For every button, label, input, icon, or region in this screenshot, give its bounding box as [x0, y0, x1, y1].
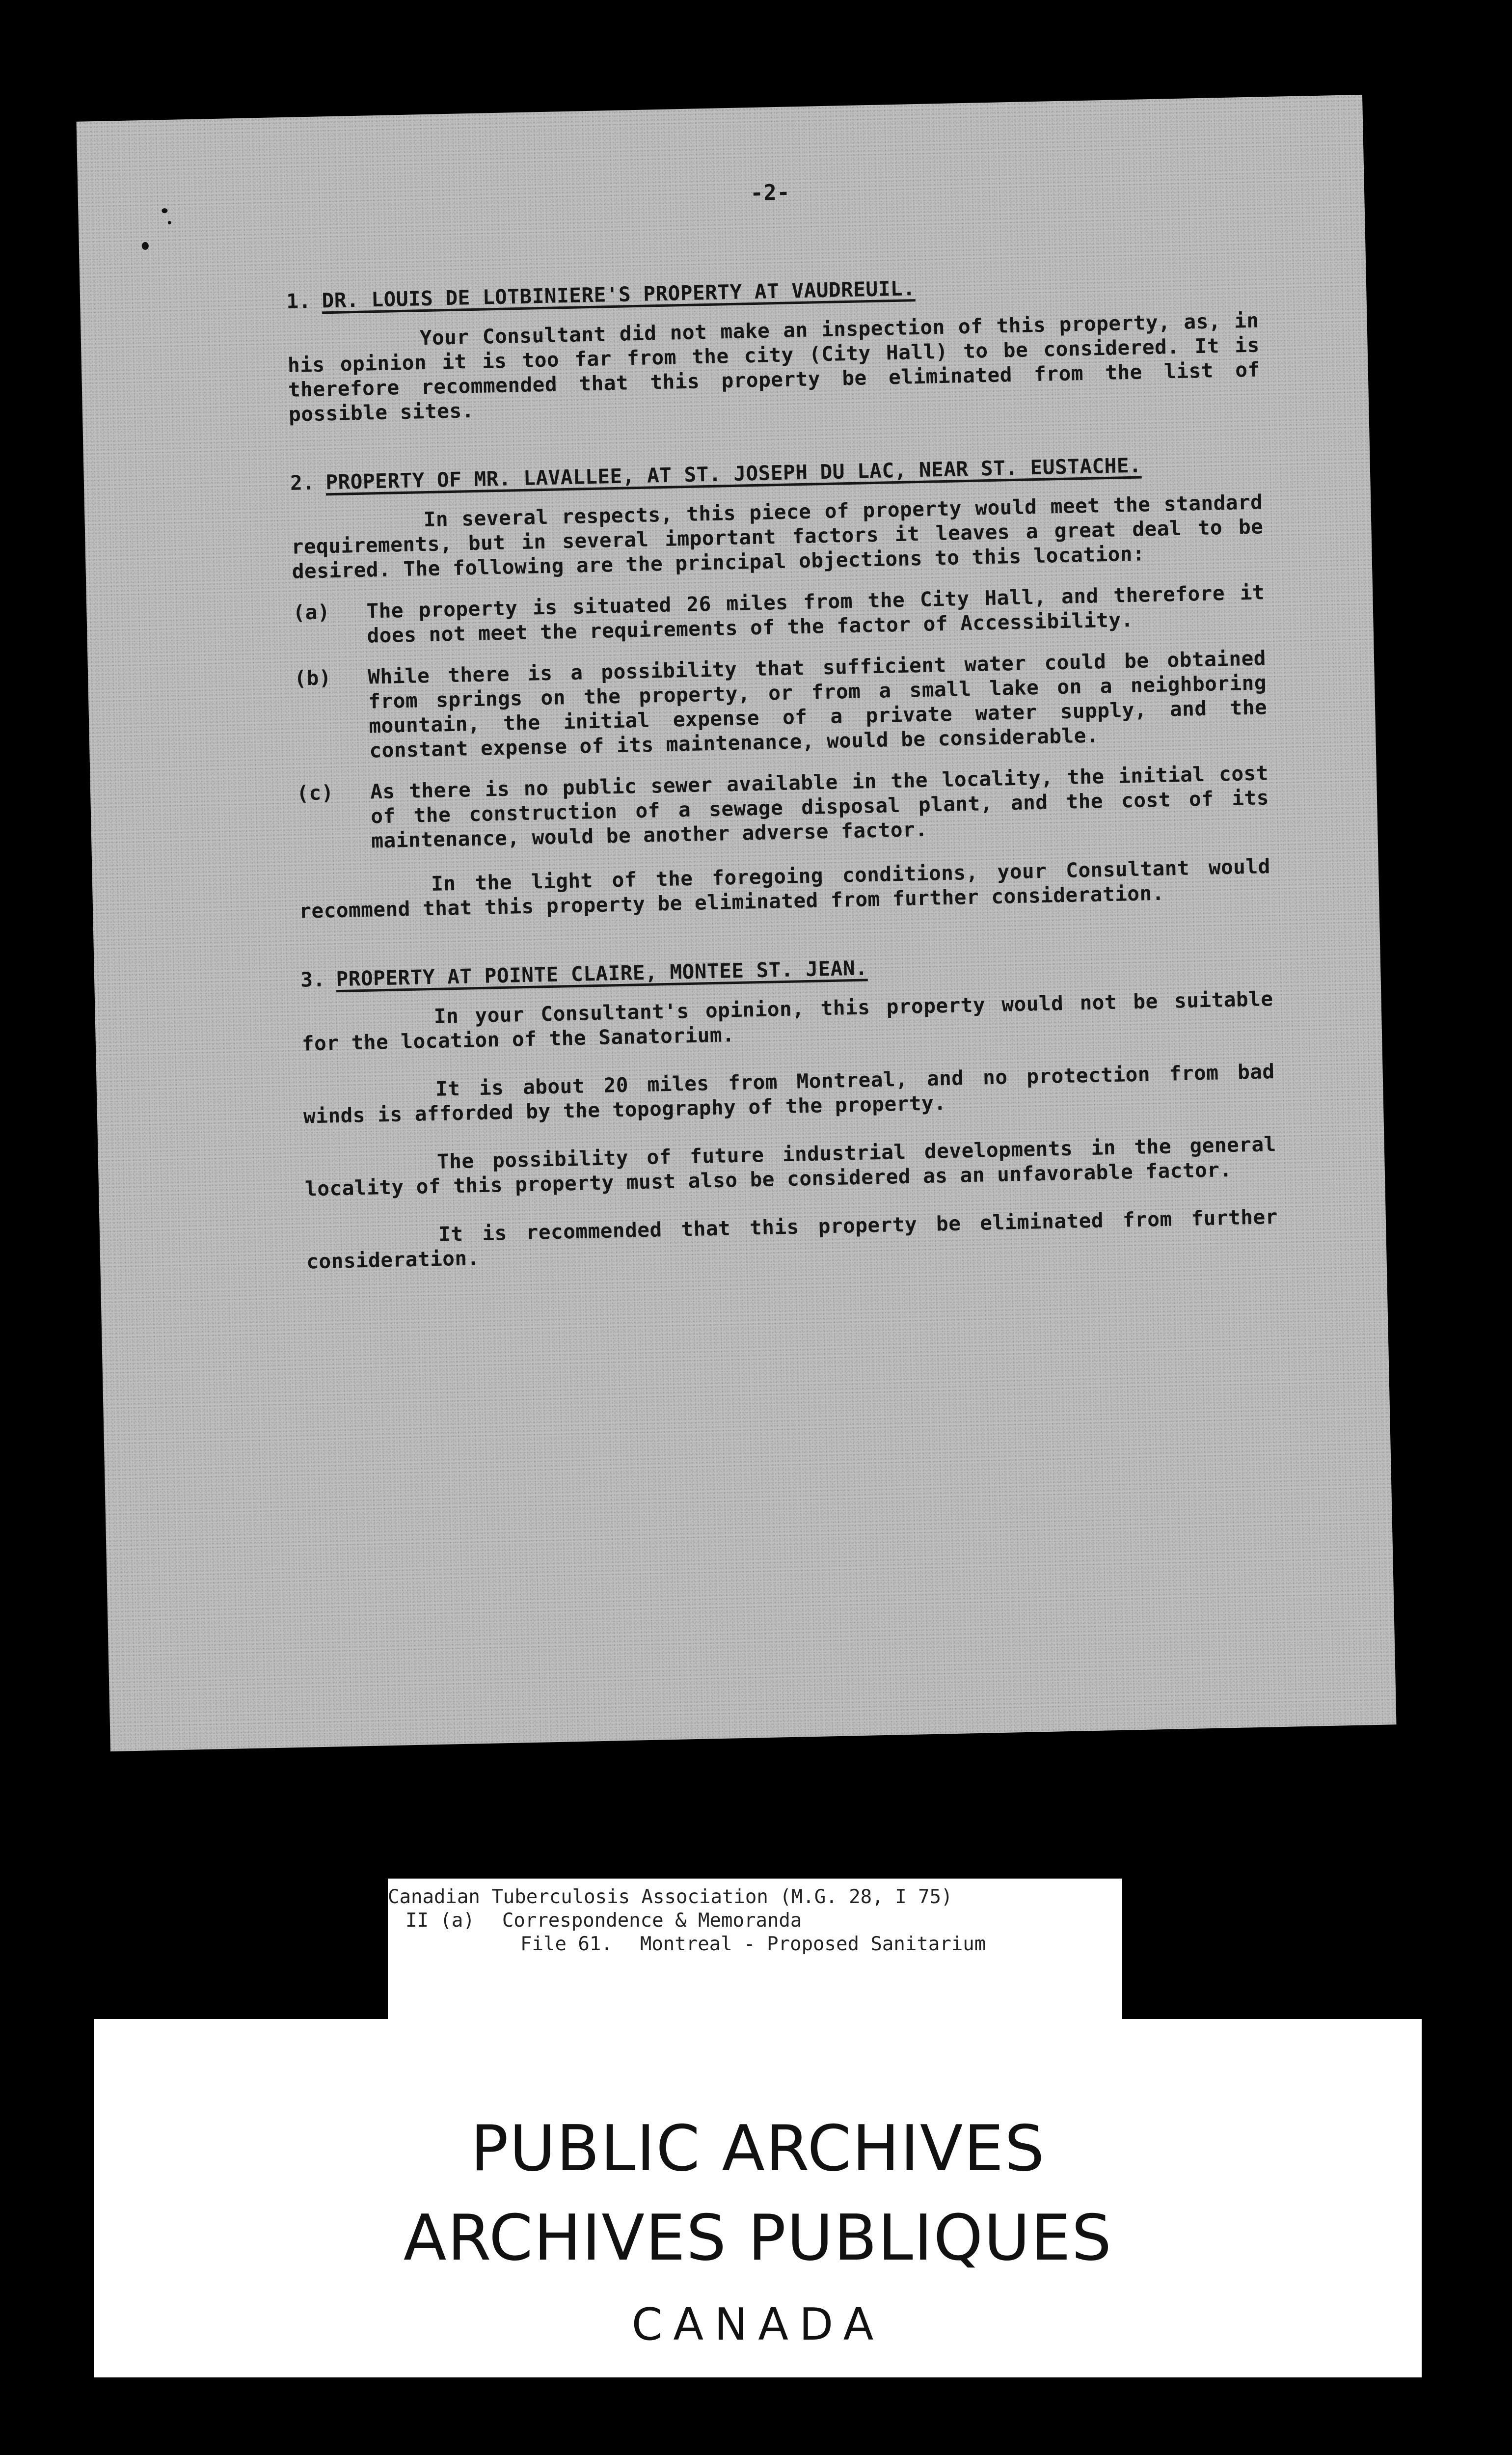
file-reference: [520, 1933, 986, 1956]
stamp-line-country: CANADA: [631, 2299, 885, 2350]
archives-stamp-card: [94, 2019, 1422, 2377]
series-title: Correspondence & Memoranda: [502, 1909, 802, 1932]
section-paragraph: It is recommended that this property be eliminated from further consideration.: [306, 1205, 1278, 1274]
section-3: [300, 947, 1279, 1274]
section-heading: [300, 947, 1273, 992]
section-conclusion: In the light of the foregoing conditions, your Consultant would recommend that this property be eliminated from further consideration.: [298, 854, 1271, 923]
section-title: PROPERTY AT POINTE CLAIRE, MONTEE ST. JEAN.: [336, 956, 868, 991]
series-reference: [405, 1909, 802, 1933]
ink-speck: [168, 221, 171, 224]
section-title: PROPERTY OF MR. LAVALLEE, AT ST. JOSEPH DU LAC, NEAR ST. EUSTACHE.: [325, 453, 1142, 494]
item-text: The property is situated 26 miles from the City Hall, and therefore it does not meet the requirements of the factor of Accessibility.: [366, 580, 1265, 648]
stamp-line-french: ARCHIVES PUBLIQUES: [403, 2202, 1113, 2275]
section-heading: [286, 269, 1259, 313]
file-number: File 61.: [520, 1933, 613, 1955]
file-title: Montreal - Proposed Sanitarium: [640, 1933, 986, 1955]
section-paragraph: It is about 20 miles from Montreal, and no protection from bad winds is afforded by the topography of the property.: [303, 1060, 1275, 1128]
objection-item: [297, 761, 1270, 854]
item-label: (b): [294, 666, 332, 690]
ink-speck: [162, 208, 167, 213]
objection-item: [294, 646, 1268, 764]
section-2: [290, 450, 1271, 923]
archival-file-label: [388, 1879, 1122, 2026]
section-number: 2.: [290, 470, 315, 495]
section-intro: In several respects, this piece of property would meet the standard requirements, but in several important factors it leaves a great deal to be desired. The following are the principal objections to this location:: [291, 490, 1264, 583]
objection-item: [293, 580, 1266, 649]
section-heading: [290, 450, 1263, 495]
item-label: (c): [296, 781, 334, 805]
page-number: -2-: [750, 180, 790, 206]
section-title: DR. LOUIS DE LOTBINIERE'S PROPERTY AT VAUDREUIL.: [322, 276, 916, 313]
section-number: 1.: [286, 289, 312, 313]
item-text: While there is a possibility that sufficient water could be obtained from springs on the property, or from a small lake on a neighboring mountain, the initial expense of a private water supply, and the constant expense of its maintenance, would be considerable.: [367, 646, 1268, 763]
typed-letter-body: [284, 171, 1280, 1318]
stamp-line-english: PUBLIC ARCHIVES: [470, 2112, 1046, 2185]
document-page: [77, 95, 1397, 1751]
fonds-reference: Canadian Tuberculosis Association (M.G. 28, I 75): [388, 1886, 953, 1908]
item-text: As there is no public sewer available in the locality, the initial cost of the construction of a sewage disposal plant, and the cost of its maintenance, would be another adverse factor.: [370, 761, 1269, 853]
series-code: II (a): [405, 1909, 475, 1932]
section-paragraph: In your Consultant's opinion, this property would not be suitable for the location of the Sanatorium.: [301, 987, 1273, 1056]
ink-speck: [142, 242, 149, 250]
section-paragraph: Your Consultant did not make an inspection of this property, as, in his opinion it is too far from the city (City Hall) to be considered. It is therefore recommended that this property be eliminated from the list of possible sites.: [287, 308, 1261, 426]
section-paragraph: The possibility of future industrial developments in the general locality of this property must also be considered as an unfavorable factor.: [304, 1132, 1277, 1201]
section-number: 3.: [300, 967, 326, 992]
section-1: [286, 269, 1261, 426]
item-label: (a): [293, 600, 330, 625]
